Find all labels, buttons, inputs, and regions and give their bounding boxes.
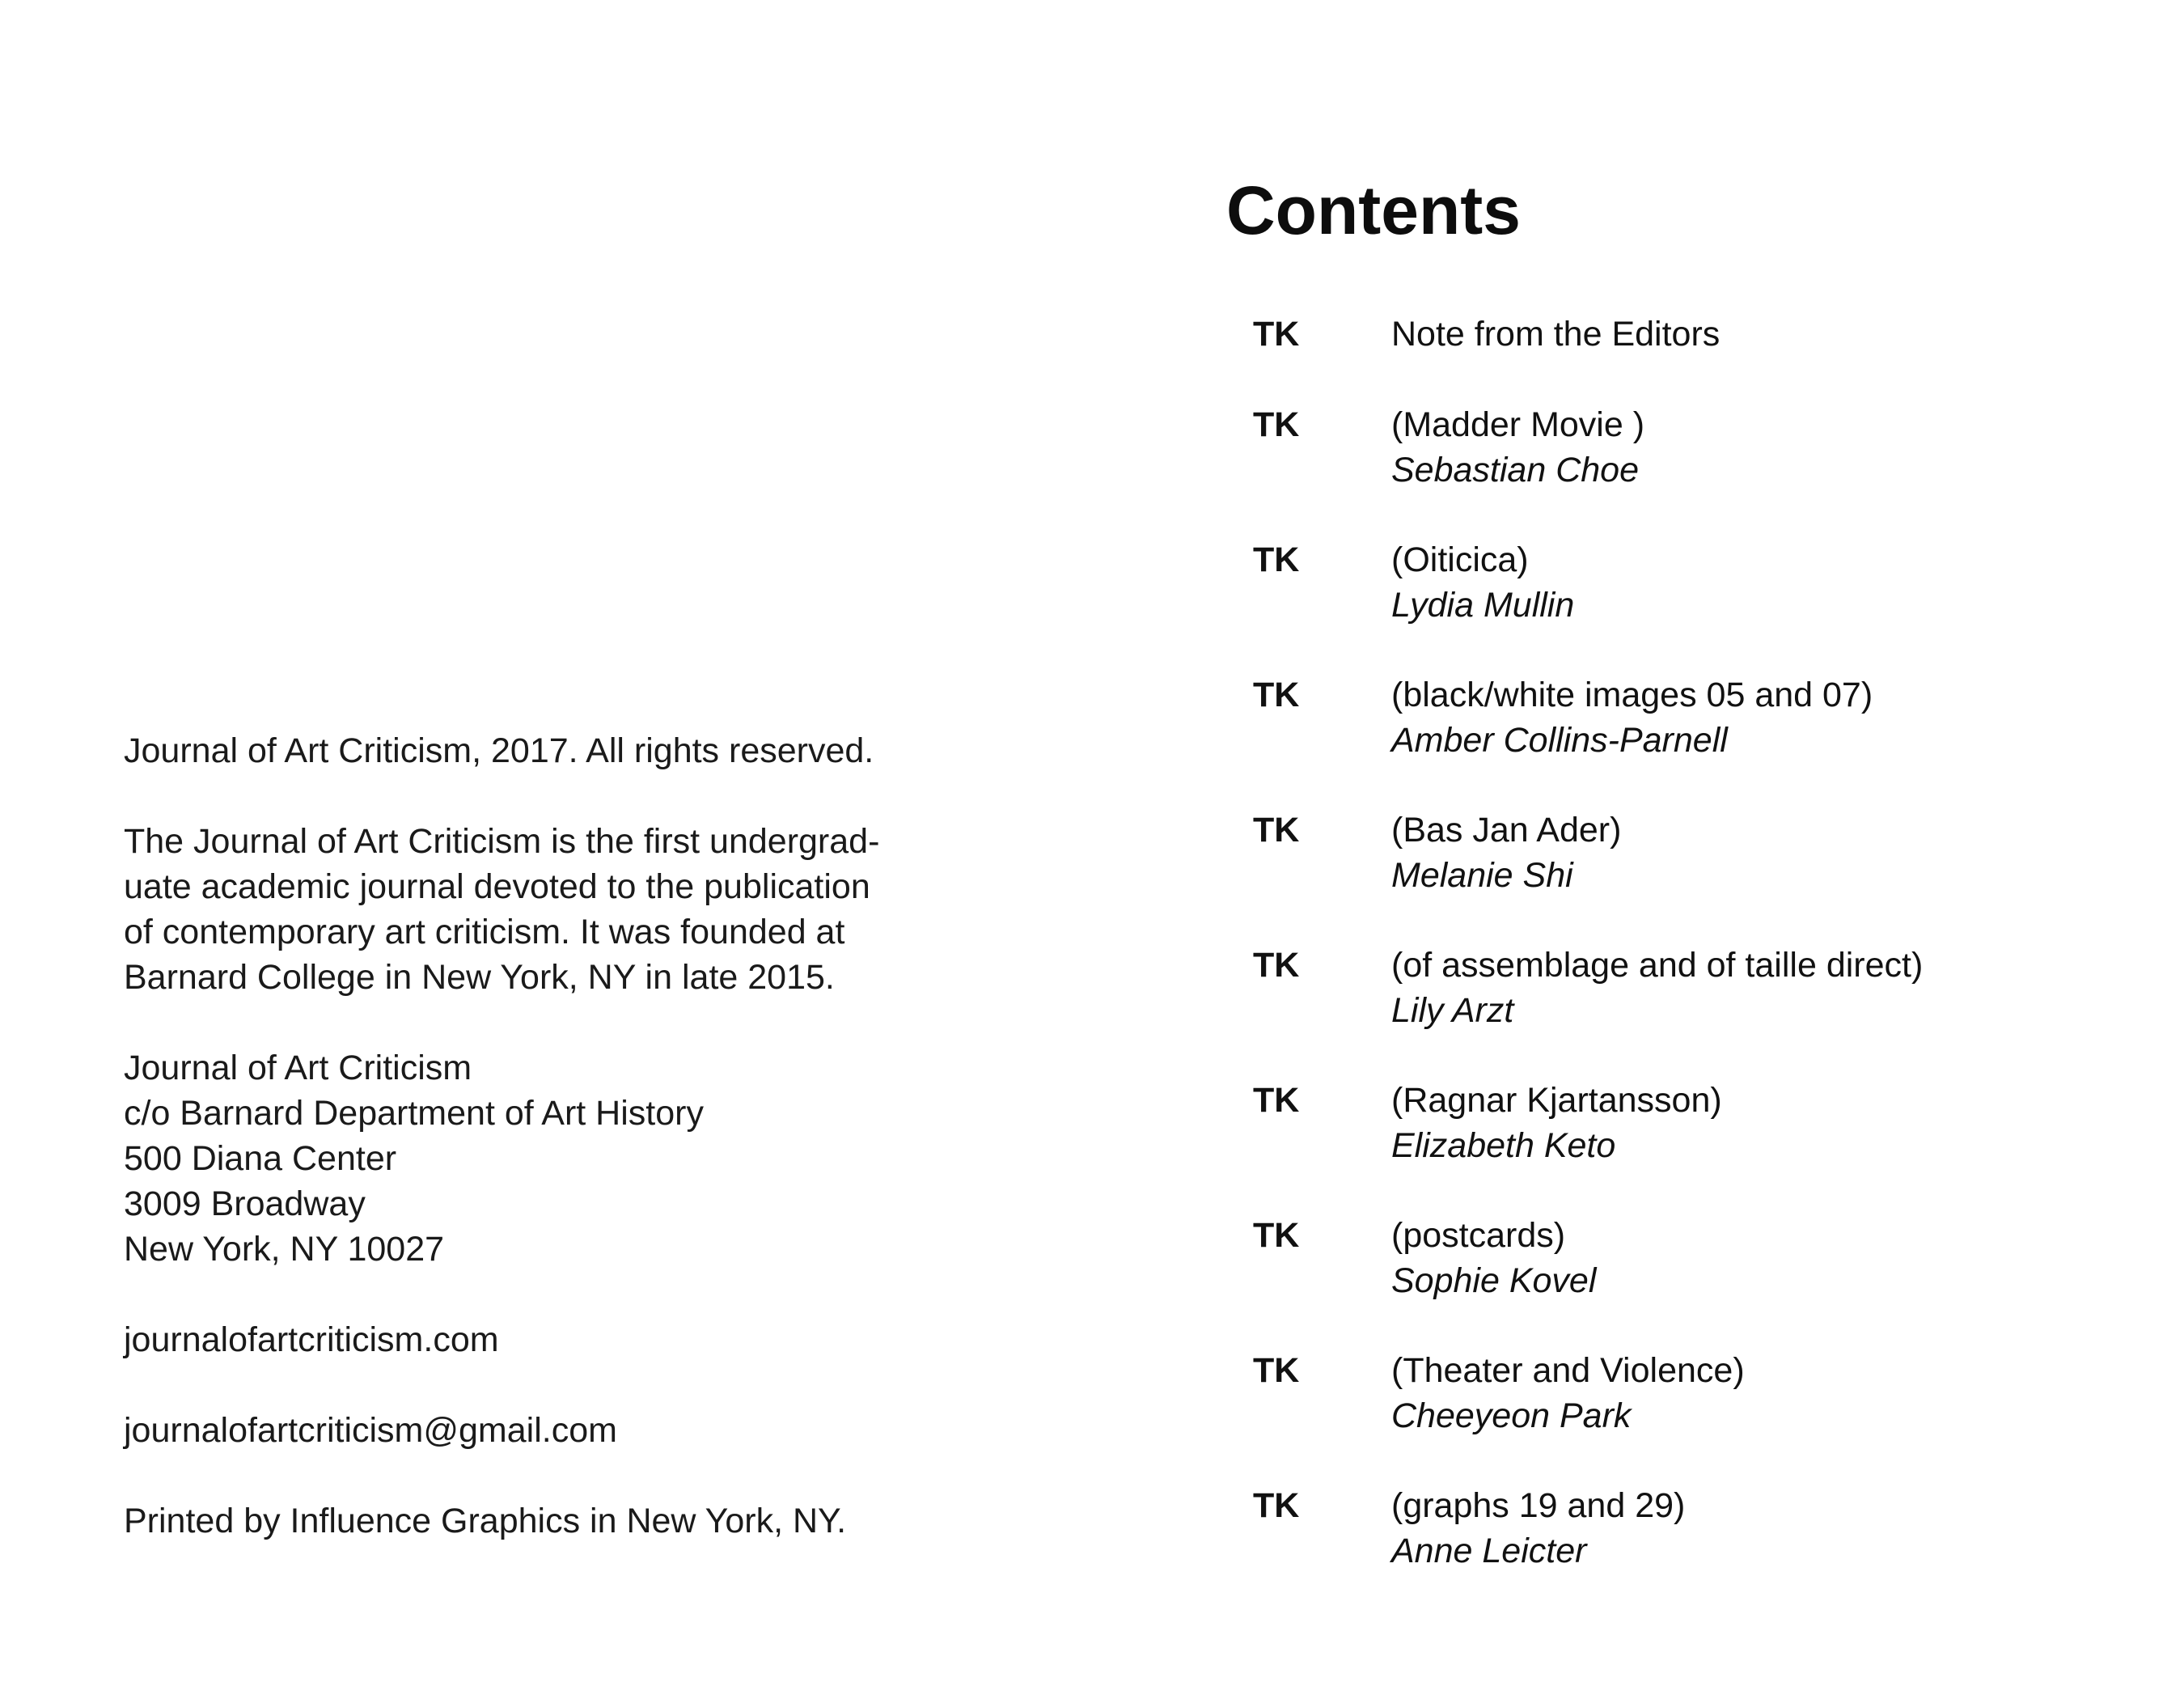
toc-author: Cheeyeon Park (1391, 1396, 1632, 1435)
address-line: New York, NY 10027 (124, 1230, 445, 1269)
about-line: The Journal of Art Criticism is the first undergrad- (124, 822, 880, 861)
toc-page-number: TK (1253, 1216, 1300, 1255)
toc-page-number: TK (1253, 811, 1300, 850)
address-line: Journal of Art Criticism (124, 1049, 472, 1087)
toc-author: Amber Collins-Parnell (1391, 721, 1728, 760)
toc-page-number: TK (1253, 1486, 1300, 1525)
toc-page-number: TK (1253, 315, 1300, 354)
address-line: 500 Diana Center (124, 1139, 397, 1178)
about-line: of contemporary art criticism. It was founded at (124, 913, 845, 951)
about-paragraph (124, 819, 1054, 1000)
toc-page-number: TK (1253, 946, 1300, 985)
toc-page-number: TK (1253, 1351, 1300, 1390)
toc-author: Lily Arzt (1391, 991, 1514, 1030)
mailing-address (124, 1045, 1054, 1272)
toc-author: Sebastian Choe (1391, 451, 1639, 489)
contents-title: Contents (1226, 172, 1521, 248)
toc-title: (postcards) (1391, 1216, 1566, 1255)
rights-statement: Journal of Art Criticism, 2017. All rights reserved. (124, 731, 874, 770)
toc-title: (Bas Jan Ader) (1391, 811, 1622, 850)
toc-author: Melanie Shi (1391, 856, 1573, 895)
website-link[interactable]: journalofartcriticism.com (124, 1320, 499, 1359)
toc-author: Lydia Mullin (1391, 586, 1575, 625)
toc-title: (Ragnar Kjartansson) (1391, 1081, 1722, 1120)
about-line: uate academic journal devoted to the publication (124, 867, 870, 906)
about-line: Barnard College in New York, NY in late 2015. (124, 958, 835, 997)
toc-author: Sophie Kovel (1391, 1261, 1597, 1300)
printer-credit: Printed by Influence Graphics in New York, NY. (124, 1502, 847, 1540)
toc-title: (Oiticica) (1391, 540, 1529, 579)
toc-title: (of assemblage and of taille direct) (1391, 946, 1924, 985)
toc-title: (graphs 19 and 29) (1391, 1486, 1686, 1525)
toc-author: Anne Leicter (1391, 1532, 1587, 1570)
toc-page-number: TK (1253, 405, 1300, 444)
toc-title: (Theater and Violence) (1391, 1351, 1745, 1390)
toc-title: (Madder Movie ) (1391, 405, 1645, 444)
address-line: c/o Barnard Department of Art History (124, 1094, 704, 1133)
address-line: 3009 Broadway (124, 1184, 366, 1223)
toc-page-number: TK (1253, 676, 1300, 714)
colophon (124, 728, 1054, 1589)
toc-author: Elizabeth Keto (1391, 1126, 1616, 1165)
toc-title: (black/white images 05 and 07) (1391, 676, 1873, 714)
contents-page (1226, 170, 2156, 1570)
toc-page-number: TK (1253, 540, 1300, 579)
toc-title: Note from the Editors (1391, 315, 1721, 354)
toc-page-number: TK (1253, 1081, 1300, 1120)
email-link[interactable]: journalofartcriticism@gmail.com (124, 1411, 617, 1450)
